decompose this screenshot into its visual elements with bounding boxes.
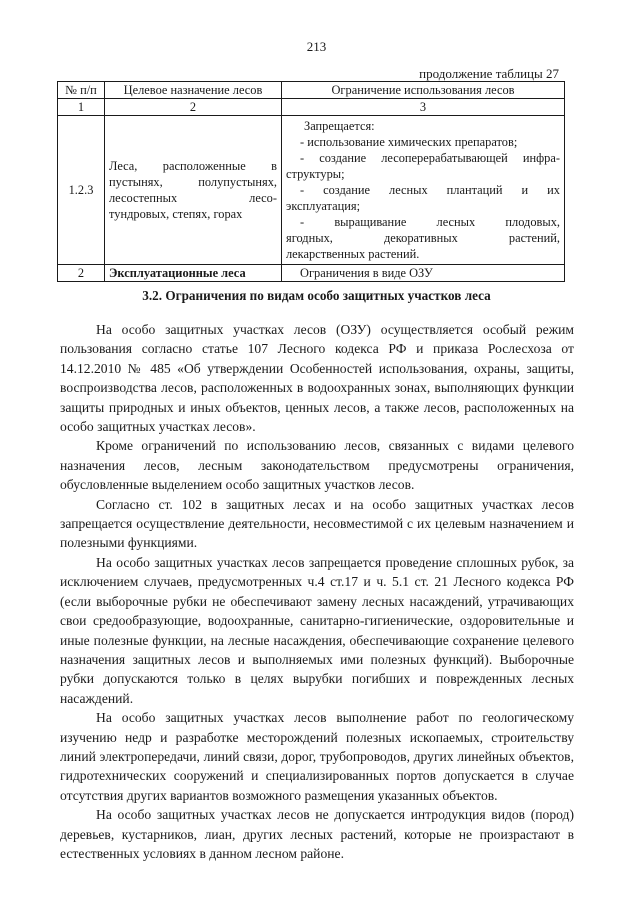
purpose-line: пустынях, полупустынях, (109, 175, 277, 189)
header-number: № п/п (58, 82, 105, 99)
purpose-line: лесостепных лесо- (109, 191, 277, 205)
row-restriction-cell (282, 116, 565, 265)
row-purpose-cell (105, 116, 282, 265)
restriction-line: - создание лесоперерабатывающей инфра- (300, 151, 560, 165)
table-continuation-label: продолжение таблицы 27 (419, 66, 559, 81)
header-restriction: Ограничение использования лесов (282, 82, 565, 99)
table-header-row (58, 82, 565, 99)
restrictions-table (57, 81, 565, 282)
restriction-line: ягодных, декоративных растений, (286, 231, 560, 245)
paragraph: На особо защитных участках лесов (ОЗУ) осуществляется особый режим пользования согласно статье 107 Лесного кодекса РФ и приказа Рослесхоза от 14.12.2010 № 485 «Об утверждении Особенностей использования, охраны, защиты, воспроизводства лесов, расположенных в водоохранных зонах, выполняющих функции защиты природных и иных объектов, ценных лесов, а также лесов, расположенных на особо защитных участках лесов». (60, 322, 574, 435)
restriction-line: структуры; (286, 167, 345, 181)
table-row (58, 265, 565, 282)
table-row (58, 116, 565, 265)
page-number: 213 (306, 39, 327, 54)
restriction-line: Запрещается: (304, 119, 375, 133)
section-title: 3.2. Ограничения по видам особо защитных участков леса (142, 288, 491, 303)
paragraph: На особо защитных участках лесов не допускается интродукция видов (пород) деревьев, кустарников, лиан, других лесных растений, которые не произрастают в естественных условиях в данном лесном районе. (60, 807, 574, 861)
paragraph: На особо защитных участках лесов выполнение работ по геологическому изучению недр и разработке месторождений полезных ископаемых, строительству линий электропередачи, линий связи, дорог, трубопроводов, других линейных объектов, гидротехнических сооружений и специализированных портов допускается в случае отсутствия других вариантов возможного размещения указанных объектов. (60, 710, 574, 803)
column-number-2: 2 (105, 99, 282, 116)
row-number: 2 (58, 265, 105, 282)
paragraph: На особо защитных участках лесов запрещается проведение сплошных рубок, за исключением случаев, предусмотренных ч.4 ст.17 и ч. 5.1 ст. 21 Лесного кодекса РФ (если выборочные рубки не обеспечивают замену лесных насаждений, утрачивающих свои средообразующие, водоохранные, санитарно-гигиенические, оздоровительные и иные полезные функции, на лесные насаждения, обеспечивающие сохранение целевого назначения защитных лесов и выполняемых ими полезных функций). Выборочные рубки допускаются только в целях вырубки погибших и поврежденных лесных насаждений. (60, 554, 574, 706)
table-column-numbers-row (58, 99, 565, 116)
header-purpose: Целевое назначение лесов (105, 82, 282, 99)
restriction-line: эксплуатация; (286, 199, 361, 213)
restriction-line: - использование химических препаратов; (300, 135, 518, 149)
column-number-1: 1 (58, 99, 105, 116)
paragraph: Кроме ограничений по использованию лесов, связанных с видами целевого назначения лесов, лесным законодательством предусмотрены ограничения, обусловленные выделением особо защитных участков лесов. (60, 438, 574, 493)
row-number: 1.2.3 (58, 116, 105, 265)
purpose-line: тундровых, степях, горах (109, 207, 243, 221)
restriction-line: - выращивание лесных плодовых, (300, 215, 560, 229)
row-restriction-cell: Ограничения в виде ОЗУ (282, 265, 565, 282)
section-body (60, 320, 574, 863)
restriction-line: - создание лесных плантаций и их (300, 183, 560, 197)
restriction-line: лекарственных растений. (286, 247, 420, 261)
purpose-line: Леса, расположенные в (109, 159, 277, 173)
row-purpose-cell: Эксплуатационные леса (105, 265, 282, 282)
paragraph: Согласно ст. 102 в защитных лесах и на особо защитных участках лесов запрещается осуществление деятельности, несовместимой с их целевым назначением и полезными функциями. (60, 496, 574, 551)
column-number-3: 3 (282, 99, 565, 116)
